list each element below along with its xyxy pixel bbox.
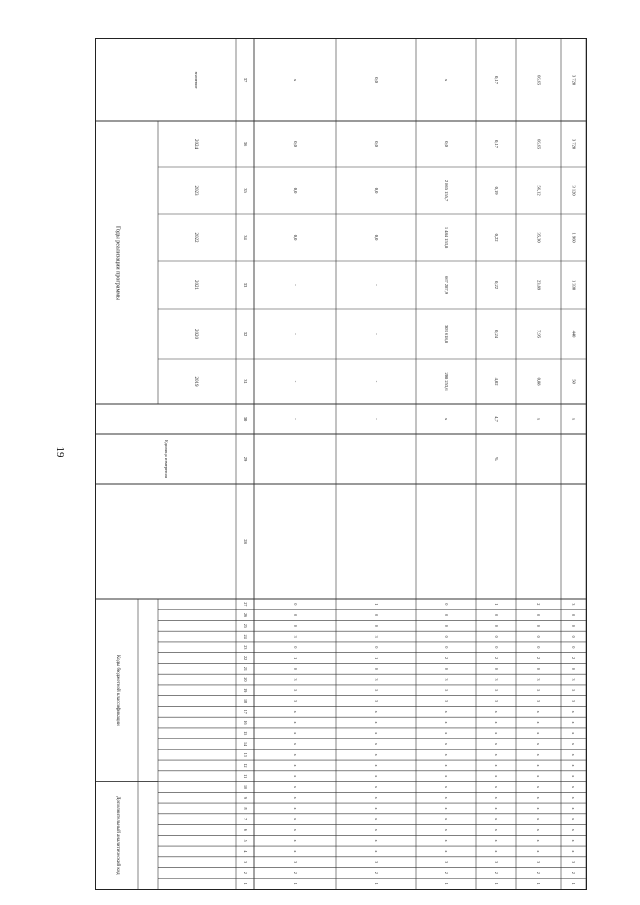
code-digit: 0 xyxy=(494,646,500,649)
code-digit: х xyxy=(571,828,577,831)
code-digit: х xyxy=(536,732,542,735)
code-digit: х xyxy=(571,807,577,810)
row-year-value: 56,12 xyxy=(536,185,542,196)
row-target-value: 66,65 xyxy=(536,74,542,86)
row-year-value: 3 720 xyxy=(571,138,577,150)
row-year-value: 0,0 xyxy=(292,141,298,147)
code-digit: 2 xyxy=(536,657,542,660)
code-digit: 3 xyxy=(374,635,380,638)
table-grid xyxy=(96,39,586,889)
code-digit: х xyxy=(571,743,577,745)
code-digit: 0 xyxy=(293,603,299,606)
code-digit: 9 xyxy=(243,796,249,799)
row-year-value: 0,0 xyxy=(443,141,449,147)
code-digit: 3 xyxy=(293,678,299,681)
code-digit: 18 xyxy=(243,699,249,704)
code-digit: 3 xyxy=(444,700,450,703)
code-digit: х xyxy=(571,753,577,756)
code-digit: 0 xyxy=(444,667,450,670)
code-digit: 0 xyxy=(444,603,450,606)
code-digit: х xyxy=(444,710,450,713)
code-digit: х xyxy=(494,828,500,831)
code-digit: 3 xyxy=(536,678,542,681)
code-digit: 2 xyxy=(494,871,500,874)
code-digit: х xyxy=(494,839,500,842)
row-year-value: 50 xyxy=(571,379,577,384)
code-digit: 3 xyxy=(494,861,500,864)
code-digit: х xyxy=(293,753,299,756)
code-digit: х xyxy=(293,839,299,842)
code-digit: х xyxy=(374,807,380,810)
row-year-value: - xyxy=(373,380,379,383)
code-digit: 0 xyxy=(293,614,299,617)
code-digit: 0 xyxy=(494,667,500,670)
row-target-value: 0,0 xyxy=(373,77,379,83)
code-digit: 3 xyxy=(374,678,380,681)
code-digit: х xyxy=(444,721,450,724)
code-digit: х xyxy=(293,743,299,745)
budget-classification-header: Коды бюджетной классификации xyxy=(114,654,120,726)
row-year-value: 0,88 xyxy=(536,377,542,386)
code-digit: 3 xyxy=(374,861,380,864)
code-digit: 0 xyxy=(571,646,577,649)
row-year-value: 2 865 155,7 xyxy=(443,179,449,202)
code-digit: 0 xyxy=(536,635,542,638)
code-digit: х xyxy=(293,796,299,799)
code-digit: х xyxy=(374,850,380,853)
code-digit: х xyxy=(494,818,500,821)
code-digit: 0 xyxy=(571,635,577,638)
code-digit: 5 xyxy=(293,689,299,692)
code-digit: 2 xyxy=(293,871,299,874)
code-digit: х xyxy=(494,732,500,735)
code-digit: х xyxy=(536,764,542,767)
code-digit: х xyxy=(293,764,299,767)
code-digit: х xyxy=(536,839,542,842)
code-digit: х xyxy=(536,775,542,778)
code-digit: х xyxy=(374,785,380,788)
code-digit: 2 xyxy=(374,871,380,874)
code-digit: 1 xyxy=(536,882,542,885)
code-digit: х xyxy=(571,732,577,735)
code-digit: х xyxy=(494,710,500,713)
code-digit: х xyxy=(536,785,542,788)
row-actual-value: х xyxy=(443,417,449,421)
code-digit: х xyxy=(571,710,577,713)
code-digit: 3 xyxy=(571,700,577,703)
code-digit: х xyxy=(494,743,500,745)
code-digit: 0 xyxy=(374,614,380,617)
column-number: 31 xyxy=(242,379,248,384)
code-digit: х xyxy=(444,732,450,735)
row-year-value: 0,0 xyxy=(373,141,379,147)
column-number: 28 xyxy=(242,539,248,544)
code-digit: 0 xyxy=(444,614,450,617)
code-digit: х xyxy=(293,818,299,821)
code-digit: 2 xyxy=(444,657,450,660)
year-header-2024: 2024 xyxy=(192,139,198,149)
row-year-value: 303 618,8 xyxy=(443,325,449,343)
code-digit: х xyxy=(494,796,500,799)
row-target-value: х xyxy=(443,78,449,82)
code-digit: 3 xyxy=(571,678,577,681)
code-digit: 0 xyxy=(571,624,577,627)
target-subheader: значение xyxy=(193,71,199,89)
code-digit: 0 xyxy=(536,614,542,617)
code-digit: 0 xyxy=(293,624,299,627)
column-number: 35 xyxy=(242,188,248,193)
code-digit: х xyxy=(571,764,577,767)
code-digit: х xyxy=(374,743,380,745)
code-digit: 0 xyxy=(494,614,500,617)
code-digit: х xyxy=(374,721,380,724)
row-year-value: 0,19 xyxy=(493,186,499,195)
row-year-value: 0,0 xyxy=(373,187,379,194)
code-digit: х xyxy=(536,743,542,745)
code-digit: 0 xyxy=(536,624,542,627)
year-header-2020: 2020 xyxy=(192,329,198,339)
code-digit: 3 xyxy=(571,603,577,606)
row-year-value: - xyxy=(292,284,298,286)
code-digit: х xyxy=(494,807,500,810)
code-digit: 0 xyxy=(444,646,450,649)
code-digit: 5 xyxy=(444,689,450,692)
code-digit: 22 xyxy=(243,656,249,661)
code-digit: 10 xyxy=(243,784,249,789)
row-actual-value: - xyxy=(373,418,379,420)
row-year-value: 7,95 xyxy=(536,330,542,338)
code-digit: 0 xyxy=(571,614,577,617)
analytic-code-group-header: Дополнительный аналитический код xyxy=(114,796,120,875)
code-digit: 17 xyxy=(243,709,249,714)
code-digit: 0 xyxy=(536,646,542,649)
row-year-value: - xyxy=(373,333,379,335)
code-digit: х xyxy=(444,764,450,767)
code-digit: 1 xyxy=(243,882,249,885)
row-target-value: х xyxy=(292,78,298,82)
row-year-value: 23,89 xyxy=(536,279,542,291)
row-year-value: 208 253,6 xyxy=(443,372,449,391)
row-year-value: 0,0 xyxy=(373,234,379,241)
code-digit: 1 xyxy=(374,603,380,606)
year-header-2023: 2023 xyxy=(192,185,198,196)
code-digit: 15 xyxy=(243,731,249,736)
code-digit: х xyxy=(444,850,450,853)
code-digit: х xyxy=(374,796,380,799)
code-digit: 8 xyxy=(243,807,249,810)
code-digit: х xyxy=(374,828,380,831)
code-digit: 5 xyxy=(243,839,249,842)
code-digit: 6 xyxy=(243,828,249,831)
code-digit: 3 xyxy=(444,861,450,864)
code-digit: 11 xyxy=(243,774,249,779)
code-digit: 3 xyxy=(494,700,500,703)
code-digit: 0 xyxy=(571,667,577,670)
code-digit: 1 xyxy=(571,882,577,885)
code-digit: х xyxy=(293,732,299,735)
code-digit: 2 xyxy=(536,603,542,606)
years-group-header: Годы реализации программы xyxy=(114,225,121,301)
code-digit: х xyxy=(494,850,500,853)
code-digit: х xyxy=(494,764,500,767)
code-digit: 16 xyxy=(243,720,249,725)
code-digit: 1 xyxy=(494,603,500,606)
row-target-value: 0,17 xyxy=(493,76,499,84)
page-number: 19 xyxy=(54,446,66,458)
code-digit: х xyxy=(293,828,299,831)
code-digit: х xyxy=(444,785,450,788)
column-number: 37 xyxy=(242,77,248,83)
code-digit: х xyxy=(536,818,542,821)
code-digit: 1 xyxy=(494,882,500,885)
code-digit: х xyxy=(571,721,577,724)
row-year-value: 1 484 153,8 xyxy=(443,226,449,249)
code-digit: х xyxy=(444,818,450,821)
code-digit: х xyxy=(536,807,542,810)
code-digit: 0 xyxy=(444,624,450,627)
code-digit: 1 xyxy=(293,657,299,660)
code-digit: 3 xyxy=(536,861,542,864)
row-year-value: - xyxy=(292,380,298,383)
code-digit: х xyxy=(494,721,500,724)
column-number: 36 xyxy=(242,141,248,147)
code-digit: 23 xyxy=(243,645,249,650)
code-digit: х xyxy=(374,753,380,756)
code-digit: 0 xyxy=(374,646,380,649)
code-digit: 1 xyxy=(444,882,450,885)
row-year-value: 0,17 xyxy=(493,140,499,148)
code-digit: 0 xyxy=(494,624,500,627)
code-digit: 14 xyxy=(243,742,249,746)
code-digit: 0 xyxy=(494,635,500,638)
row-year-value: 66,65 xyxy=(536,138,542,150)
code-digit: х xyxy=(444,753,450,756)
row-year-value: 1 330 xyxy=(571,279,577,291)
code-digit: 19 xyxy=(243,688,249,693)
code-digit: х xyxy=(293,807,299,810)
row-actual-value: х xyxy=(536,417,542,421)
row-year-value: 440 xyxy=(571,330,577,338)
code-digit: х xyxy=(571,850,577,853)
code-digit: х xyxy=(444,839,450,842)
row-year-value: - xyxy=(373,284,379,286)
code-digit: 3 xyxy=(571,861,577,864)
code-digit: х xyxy=(536,850,542,853)
code-digit: 26 xyxy=(243,613,249,618)
row-year-value: - xyxy=(292,333,298,335)
code-digit: 2 xyxy=(571,657,577,660)
code-digit: 0 xyxy=(374,624,380,627)
code-digit: х xyxy=(536,828,542,831)
row-year-value: 0,22 xyxy=(493,281,499,289)
code-digit: х xyxy=(444,796,450,799)
column-number: 34 xyxy=(242,235,248,240)
code-digit: 3 xyxy=(444,678,450,681)
code-digit: х xyxy=(494,775,500,778)
row-year-value: 0,0 xyxy=(292,234,298,241)
code-digit: 27 xyxy=(243,602,249,607)
code-digit: 2 xyxy=(571,871,577,874)
code-digit: 1 xyxy=(374,657,380,660)
code-digit: х xyxy=(571,796,577,799)
code-digit: х xyxy=(293,785,299,788)
code-digit: 0 xyxy=(374,667,380,670)
code-digit: 12 xyxy=(243,763,249,768)
rotated-program-table xyxy=(95,38,587,890)
code-digit: х xyxy=(444,828,450,831)
code-digit: 5 xyxy=(374,689,380,692)
code-digit: х xyxy=(293,775,299,778)
code-digit: х xyxy=(571,775,577,778)
code-digit: 2 xyxy=(494,657,500,660)
code-digit: 3 xyxy=(293,700,299,703)
row-year-value: 0,22 xyxy=(493,233,499,242)
code-digit: х xyxy=(536,796,542,799)
year-header-2019: 2019 xyxy=(192,376,198,387)
code-digit: х xyxy=(536,721,542,724)
code-digit: 1 xyxy=(293,882,299,885)
column-number: 33 xyxy=(242,282,248,288)
row-year-value: 0,24 xyxy=(493,330,499,338)
code-digit: х xyxy=(374,839,380,842)
code-digit: 5 xyxy=(536,689,542,692)
code-digit: х xyxy=(444,775,450,778)
code-digit: 0 xyxy=(293,667,299,670)
code-digit: 3 xyxy=(374,700,380,703)
code-digit: х xyxy=(293,721,299,724)
code-digit: 20 xyxy=(243,677,249,682)
code-digit: х xyxy=(444,743,450,745)
row-actual-value: х xyxy=(571,417,577,421)
row-actual-value: 4,7 xyxy=(493,416,499,422)
code-digit: х xyxy=(536,710,542,713)
column-number: 29 xyxy=(242,456,248,462)
code-digit: 2 xyxy=(243,871,249,874)
column-number: 32 xyxy=(242,331,248,337)
code-digit: х xyxy=(571,785,577,788)
code-digit: 4 xyxy=(243,850,249,853)
code-digit: х xyxy=(293,710,299,713)
code-digit: 3 xyxy=(536,700,542,703)
code-digit: 2 xyxy=(536,871,542,874)
year-header-2022: 2022 xyxy=(192,232,198,243)
code-digit: 24 xyxy=(243,634,249,639)
code-digit: х xyxy=(293,850,299,853)
row-year-value: 4,02 xyxy=(493,377,499,386)
code-digit: х xyxy=(494,785,500,788)
year-header-2021: 2021 xyxy=(192,280,198,290)
row-unit: % xyxy=(493,457,499,461)
code-digit: 3 xyxy=(243,861,249,864)
code-digit: 3 xyxy=(293,635,299,638)
code-digit: х xyxy=(374,775,380,778)
code-digit: 5 xyxy=(571,689,577,692)
row-year-value: 0,0 xyxy=(292,187,298,194)
row-year-value: 35,30 xyxy=(536,232,542,243)
code-digit: х xyxy=(571,818,577,821)
code-digit: 3 xyxy=(494,678,500,681)
code-digit: 2 xyxy=(444,871,450,874)
code-digit: х xyxy=(494,753,500,756)
row-year-value: 667 287,9 xyxy=(443,276,449,294)
code-digit: 0 xyxy=(536,667,542,670)
code-digit: 21 xyxy=(243,666,249,671)
column-number: 30 xyxy=(242,416,248,422)
code-digit: 1 xyxy=(374,882,380,885)
code-digit: 0 xyxy=(293,646,299,649)
code-digit: х xyxy=(374,732,380,735)
row-year-value: 1 960 xyxy=(571,232,577,243)
code-digit: 25 xyxy=(243,623,249,628)
code-digit: 13 xyxy=(243,752,249,757)
code-digit: 5 xyxy=(494,689,500,692)
row-actual-value: - xyxy=(292,418,298,420)
code-digit: 0 xyxy=(444,635,450,638)
code-digit: х xyxy=(536,753,542,756)
row-target-value: 3 720 xyxy=(571,74,577,86)
code-digit: х xyxy=(374,764,380,767)
code-digit: 3 xyxy=(293,861,299,864)
code-digit: х xyxy=(374,710,380,713)
unit-column-header: Единица измерения xyxy=(163,440,169,478)
code-digit: х xyxy=(444,807,450,810)
row-year-value: 3 120 xyxy=(571,185,577,196)
code-digit: 7 xyxy=(243,818,249,821)
code-digit: х xyxy=(571,839,577,842)
code-digit: х xyxy=(374,818,380,821)
